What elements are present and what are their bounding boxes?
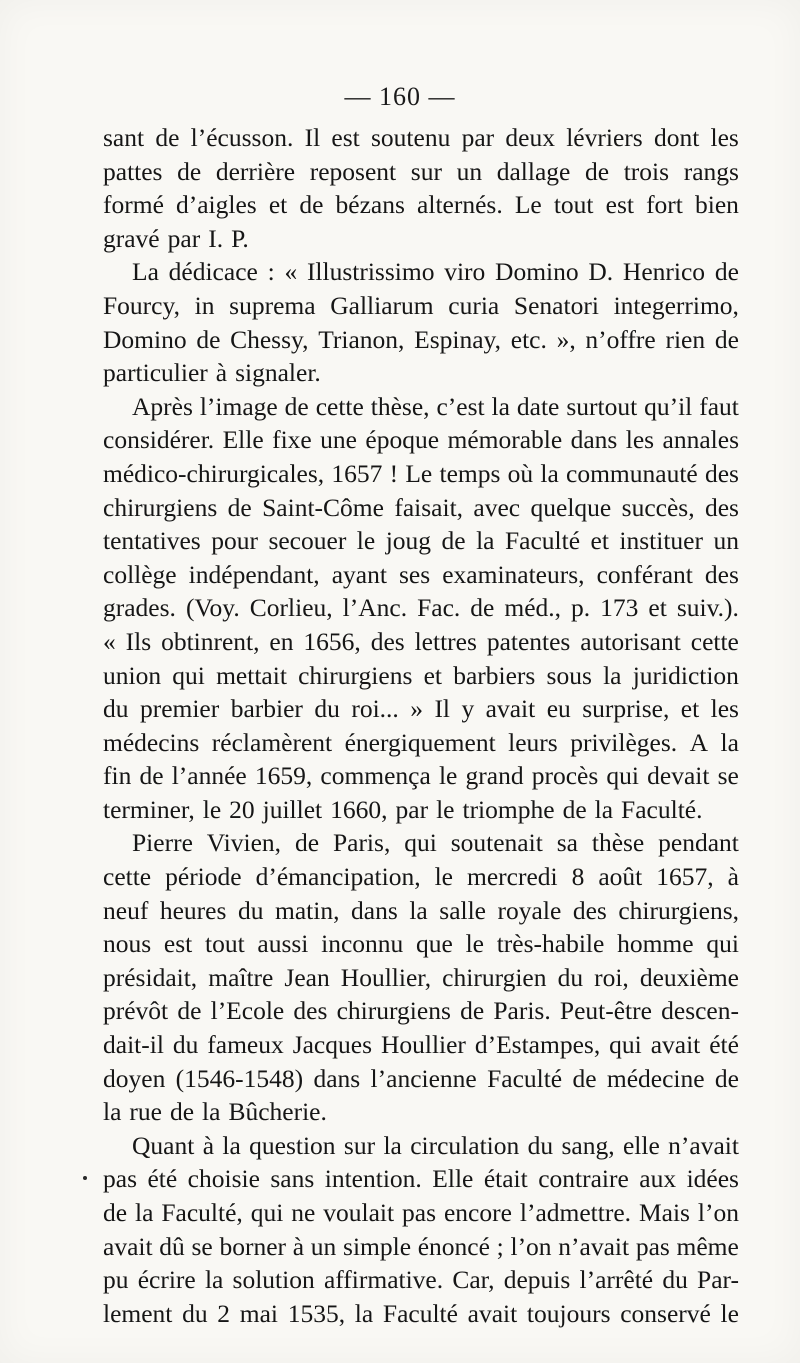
text-line: doyen (1546-1548) dans l’ancienne Faculté de médecine de [103, 1063, 739, 1093]
text-line: avait dû se borner à un simple énoncé ; l’on n’avait pas même [103, 1231, 739, 1261]
text-line: lement du 2 mai 1535, la Faculté avait toujours conservé le [103, 1298, 739, 1328]
text-line: prévôt de l’Ecole des chirurgiens de Paris. Peut-être descen- [103, 996, 739, 1026]
text-line: Pierre Vivien, de Paris, qui soutenait sa thèse pendant [132, 828, 739, 858]
text-line: formé d’aigles et de bézans alternés. Le tout est fort bien [103, 190, 739, 220]
text-line: la rue de la Bûcherie. [103, 1097, 327, 1127]
text-line: union qui mettait chirurgiens et barbiers sous la juridiction [103, 660, 739, 690]
text-line: présidait, maître Jean Houllier, chirurgien du roi, deuxième [103, 962, 739, 992]
text-line: médecins réclamèrent énergiquement leurs privilèges. A la [103, 727, 739, 757]
text-line: tentatives pour secouer le joug de la Faculté et instituer un [103, 526, 739, 556]
text-line: La dédicace : « Illustrissimo viro Domino D. Henrico de [132, 257, 739, 287]
text-line: considérer. Elle fixe une époque mémorable dans les annales [103, 425, 739, 455]
text-line: Domino de Chessy, Trianon, Espinay, etc. », n’offre rien de [103, 324, 739, 354]
text-line: fin de l’année 1659, commença le grand procès qui devait se [103, 761, 739, 791]
text-line: cette période d’émancipation, le mercredi 8 août 1657, à [103, 862, 739, 892]
text-line: dait-il du fameux Jacques Houllier d’Estampes, qui avait été [103, 1030, 739, 1060]
text-line: gravé par I. P. [103, 223, 249, 253]
text-line: pu écrire la solution affirmative. Car, depuis l’arrêté du Par- [103, 1265, 739, 1295]
text-line: Quant à la question sur la circulation du sang, elle n’avait [132, 1130, 739, 1160]
text-line: sant de l’écusson. Il est soutenu par deux lévriers dont les [103, 123, 739, 152]
text-line: particulier à signaler. [103, 358, 321, 388]
text-line: pattes de derrière reposent sur un dallage de trois rangs [103, 156, 739, 186]
text-line: terminer, le 20 juillet 1660, par le triomphe de la Faculté. [103, 794, 703, 824]
text-line: de la Faculté, qui ne voulait pas encore l’admettre. Mais l’on [103, 1198, 739, 1227]
text-line: médico-chirurgicales, 1657 ! Le temps où la communauté des [103, 458, 739, 488]
text-line: grades. (Voy. Corlieu, l’Anc. Fac. de méd., p. 173 et suiv.). [103, 593, 739, 623]
text-line: « Ils obtinrent, en 1656, des lettres patentes autorisant cette [103, 626, 739, 656]
text-line: neuf heures du matin, dans la salle royale des chirurgiens, [103, 895, 739, 925]
text-line: collège indépendant, ayant ses examinateurs, conférant des [103, 559, 739, 589]
margin-dot [83, 1176, 87, 1180]
text-line: chirurgiens de Saint-Côme faisait, avec quelque succès, des [103, 492, 739, 522]
page-number: — 160 — [344, 82, 456, 111]
text-line: pas été choisie sans intention. Elle était contraire aux idées [103, 1164, 739, 1194]
text-line: nous est tout aussi inconnu que le très-habile homme qui [103, 929, 739, 959]
body-text [103, 121, 739, 1330]
text-line: du premier barbier du roi... » Il y avait eu surprise, et les [103, 694, 739, 724]
text-line: Après l’image de cette thèse, c’est la date surtout qu’il faut [132, 391, 739, 421]
text-line: Fourcy, in suprema Galliarum curia Senatori integerrimo, [103, 290, 739, 320]
